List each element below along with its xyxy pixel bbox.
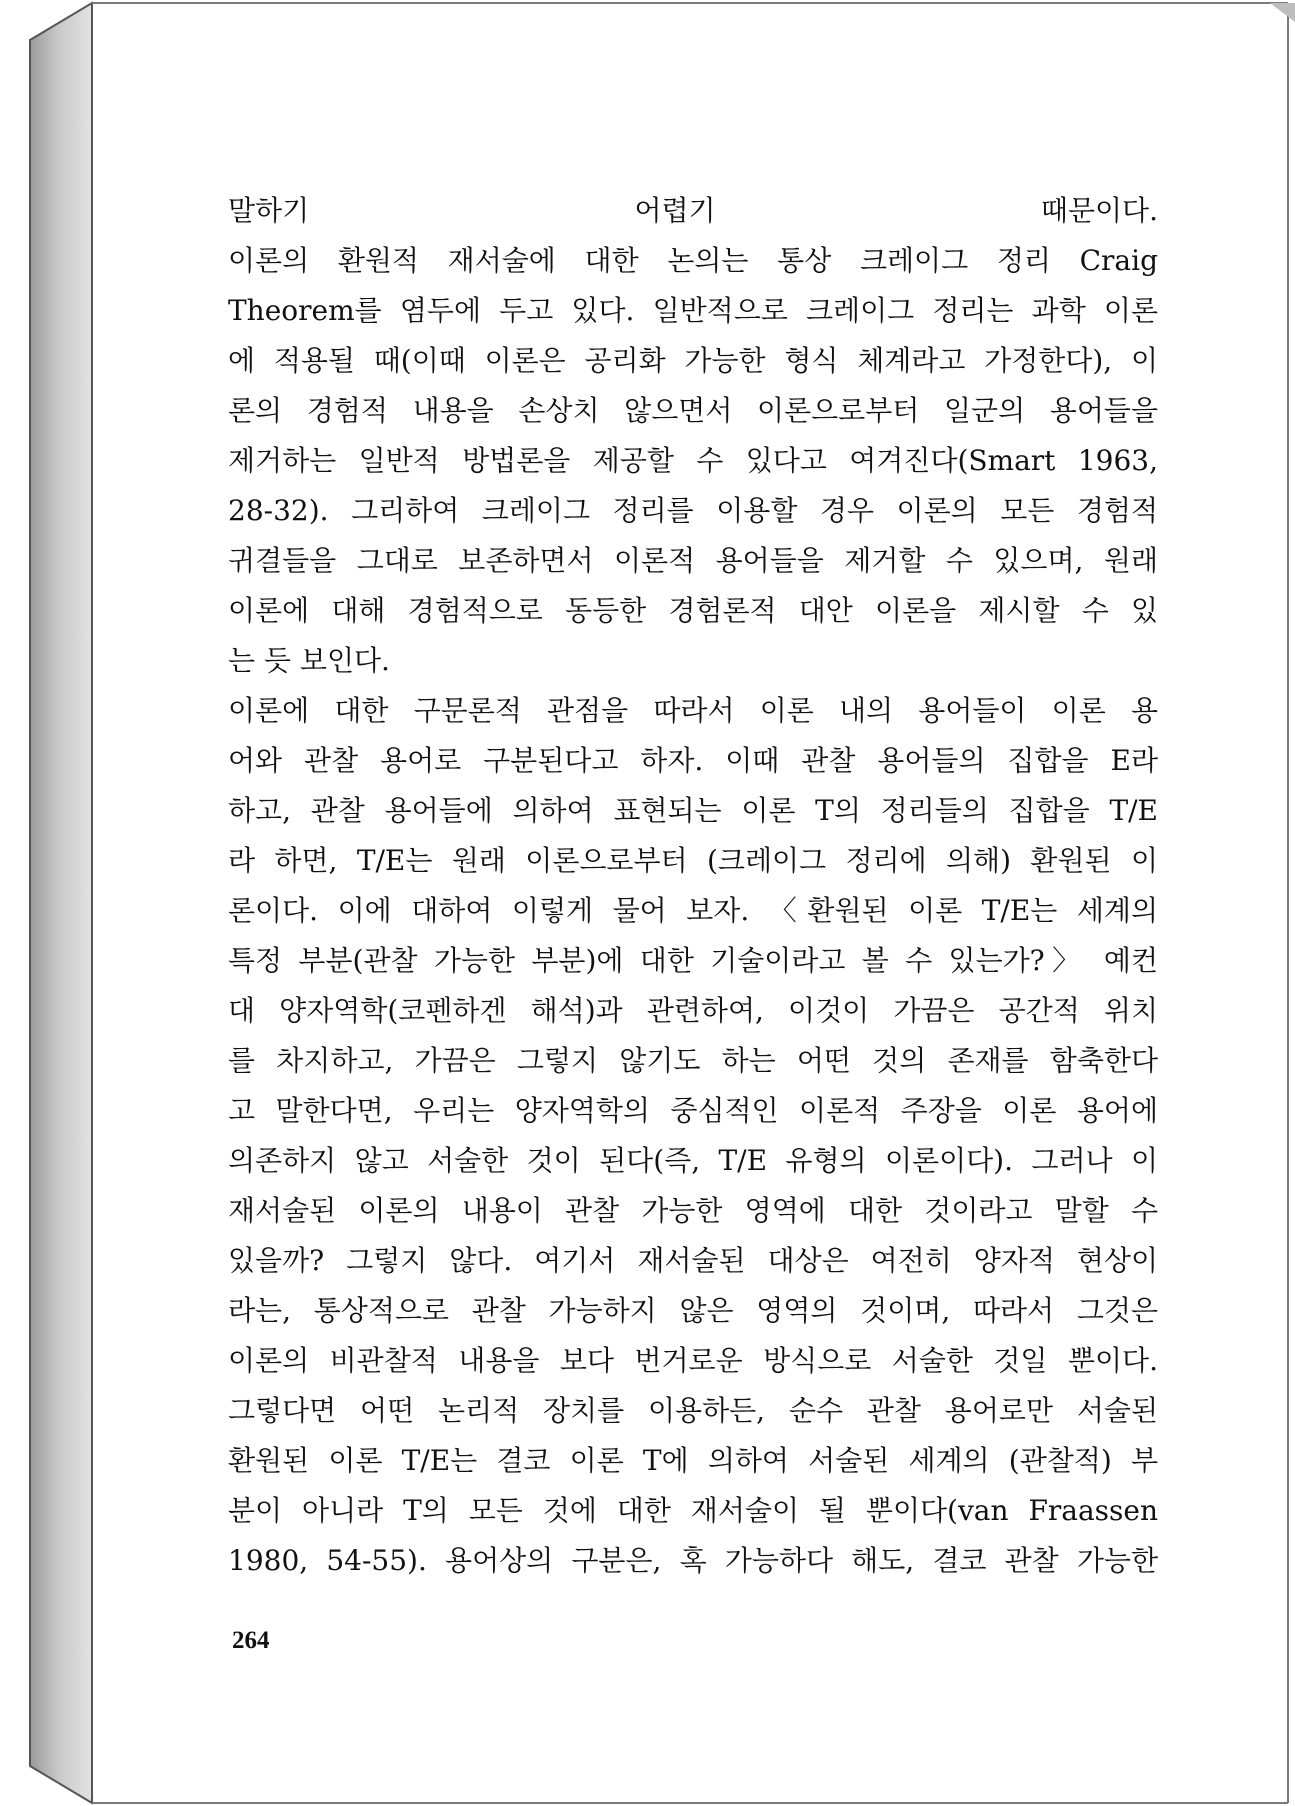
text-line: 말하기 어렵기 때문이다. — [228, 194, 1158, 227]
page-number: 264 — [232, 1627, 270, 1654]
text-line: 라는, 통상적으로 관찰 가능하지 않은 영역의 것이며, 따라서 그것은 — [228, 1294, 1158, 1327]
text-line: 하고, 관찰 용어들에 의하여 표현되는 이론 T의 정리들의 집합을 T/E — [228, 794, 1158, 827]
text-line: 라 하면, T/E는 원래 이론으로부터 (크레이그 정리에 의해) 환원된 이 — [228, 844, 1158, 877]
text-line: 이론에 대해 경험적으로 동등한 경험론적 대안 이론을 제시할 수 있 — [228, 594, 1158, 627]
text-line: 분이 아니라 T의 모든 것에 대한 재서술이 될 뿐이다(van Fraassen — [228, 1494, 1158, 1527]
text-line: 재서술된 이론의 내용이 관찰 가능한 영역에 대한 것이라고 말할 수 — [228, 1194, 1158, 1227]
text-line: 1980, 54-55). 용어상의 구분은, 혹 가능하다 해도, 결코 관찰 가능한 — [228, 1544, 1158, 1577]
text-line: 는 듯 보인다. — [228, 644, 390, 677]
text-line: 그렇다면 어떤 논리적 장치를 이용하든, 순수 관찰 용어로만 서술된 — [228, 1394, 1158, 1427]
text-line: 제거하는 일반적 방법론을 제공할 수 있다고 여겨진다(Smart 1963, — [228, 444, 1158, 477]
text-line: 고 말한다면, 우리는 양자역학의 중심적인 이론적 주장을 이론 용어에 — [228, 1094, 1158, 1127]
text-line: 의존하지 않고 서술한 것이 된다(즉, T/E 유형의 이론이다). 그러나 이 — [228, 1144, 1158, 1177]
text-line: 론이다. 이에 대하여 이렇게 물어 보자. 〈환원된 이론 T/E는 세계의 — [228, 894, 1158, 927]
body-text — [228, 186, 1158, 1586]
text-line: 있을까? 그렇지 않다. 여기서 재서술된 대상은 여전히 양자적 현상이 — [228, 1244, 1158, 1277]
text-line: 이론의 환원적 재서술에 대한 논의는 통상 크레이그 정리 Craig — [228, 244, 1158, 277]
text-line: 에 적용될 때(이때 이론은 공리화 가능한 형식 체계라고 가정한다), 이 — [228, 344, 1158, 377]
text-line: 귀결들을 그대로 보존하면서 이론적 용어들을 제거할 수 있으며, 원래 — [228, 544, 1158, 577]
text-line: 론의 경험적 내용을 손상치 않으면서 이론으로부터 일군의 용어들을 — [228, 394, 1158, 427]
text-line: 특정 부분(관찰 가능한 부분)에 대한 기술이라고 볼 수 있는가?〉 예컨 — [228, 944, 1158, 977]
text-line: 환원된 이론 T/E는 결코 이론 T에 의하여 서술된 세계의 (관찰적) 부 — [228, 1444, 1158, 1477]
text-line: 이론에 대한 구문론적 관점을 따라서 이론 내의 용어들이 이론 용 — [228, 694, 1158, 727]
text-line: 를 차지하고, 가끔은 그렇지 않기도 하는 어떤 것의 존재를 함축한다 — [228, 1044, 1158, 1077]
text-line: 어와 관찰 용어로 구분된다고 하자. 이때 관찰 용어들의 집합을 E라 — [228, 744, 1158, 777]
text-line: Theorem를 염두에 두고 있다. 일반적으로 크레이그 정리는 과학 이론 — [228, 294, 1158, 327]
text-line: 28-32). 그리하여 크레이그 정리를 이용할 경우 이론의 모든 경험적 — [228, 494, 1158, 527]
text-line: 이론의 비관찰적 내용을 보다 번거로운 방식으로 서술한 것일 뿐이다. — [228, 1344, 1158, 1377]
text-line: 대 양자역학(코펜하겐 해석)과 관련하여, 이것이 가끔은 공간적 위치 — [228, 994, 1158, 1027]
